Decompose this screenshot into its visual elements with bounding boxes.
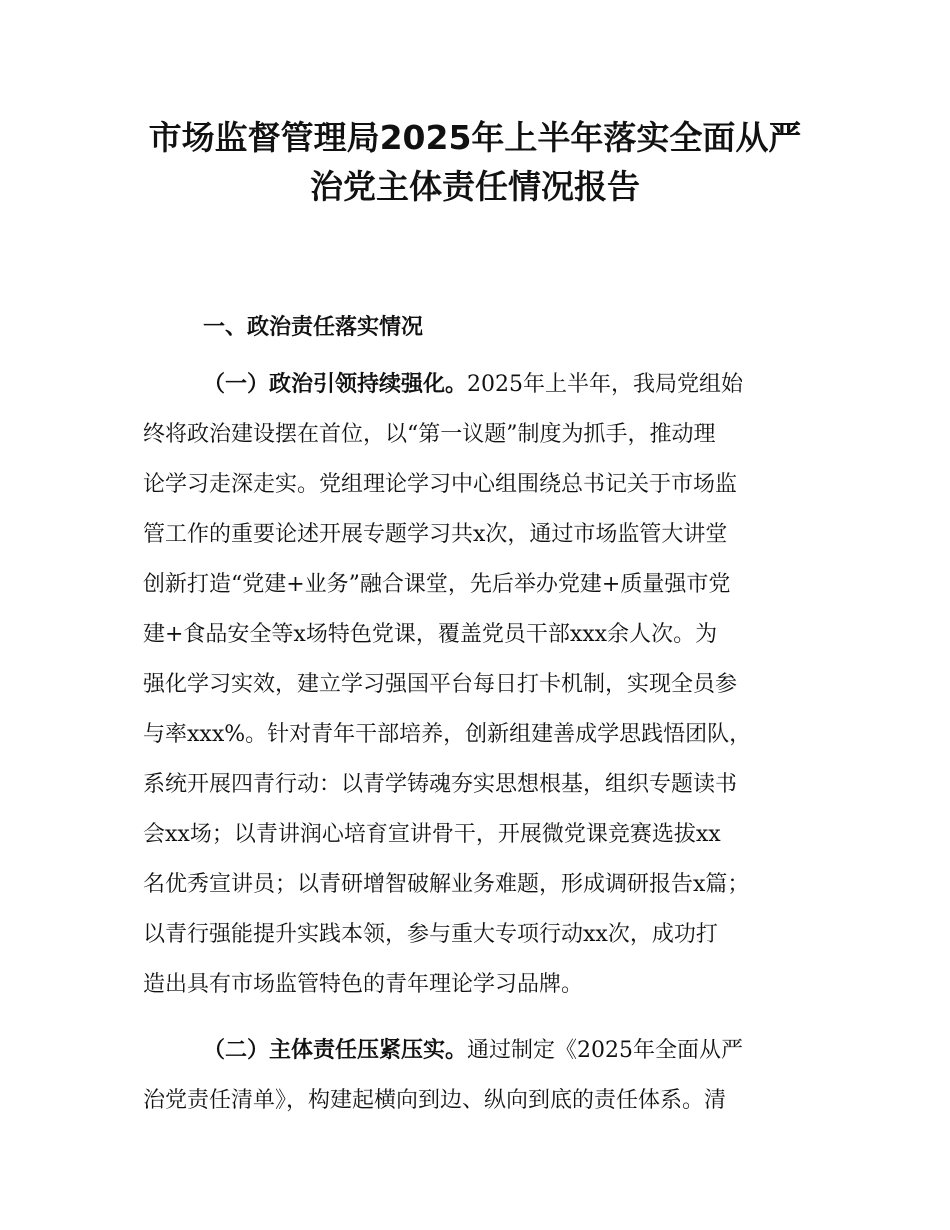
section-heading: 一、政治责任落实情况 [203,315,424,340]
paragraph-line: 会xx场；以青讲润心培育宣讲骨干，开展微党课竞赛选拔xx [143,822,721,847]
paragraph-2-lead: （二）主体责任压紧压实。 [203,1038,468,1063]
paragraph-1-first-line [203,374,883,396]
paragraph-line: 论学习走深走实。党组理论学习中心组围绕总书记关于市场监 [143,472,738,497]
paragraph-1-lead: （一）政治引领持续强化。 [203,372,468,397]
paragraph-line: 与率xxx%。针对青年干部培养，创新组建善成学思践悟团队， [143,722,752,747]
paragraph-line: 创新打造“党建+业务”融合课堂，先后举办党建+质量强市党 [143,572,731,597]
paragraph-line: 强化学习实效，建立学习强国平台每日打卡机制，实现全员参 [143,672,738,697]
paragraph-1-first-line-text: 2025年上半年，我局党组始 [467,372,744,397]
paragraph-line: 系统开展四青行动：以青学铸魂夯实思想根基，组织专题读书 [143,772,738,797]
paragraph-2-first-line-text: 通过制定《2025年全面从严 [467,1038,744,1063]
paragraph-line: 管工作的重要论述开展专题学习共x次，通过市场监管大讲堂 [143,522,728,547]
document-title-line-1: 市场监督管理局2025年上半年落实全面从严 [148,118,802,157]
paragraph-line: 名优秀宣讲员；以青研增智破解业务难题，形成调研报告x篇； [143,872,750,897]
document-title-line-2: 治党主体责任情况报告 [310,167,640,206]
paragraph-line: 造出具有市场监管特色的青年理论学习品牌。 [143,972,584,997]
paragraph-line: 终将政治建设摆在首位，以“第一议题”制度为抓手，推动理 [143,422,716,447]
paragraph-line: 以青行强能提升实践本领，参与重大专项行动xx次，成功打 [143,922,718,947]
paragraph-line: 治党责任清单》，构建起横向到边、纵向到底的责任体系。清 [143,1088,727,1113]
paragraph-line: 建+食品安全等x场特色党课，覆盖党员干部xxx余人次。为 [143,622,718,647]
paragraph-2-first-line [203,1040,883,1062]
